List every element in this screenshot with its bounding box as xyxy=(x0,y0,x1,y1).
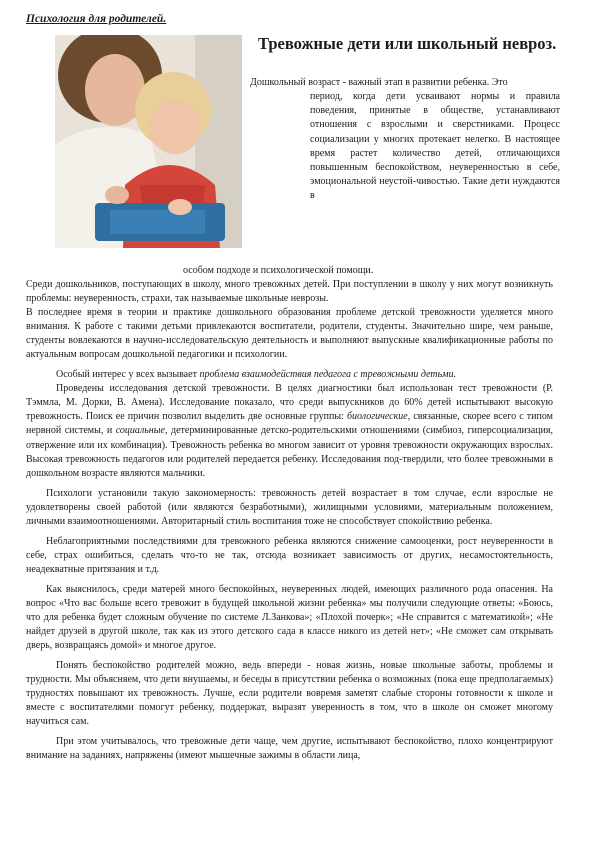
article-body xyxy=(26,278,553,764)
photo-illustration xyxy=(55,35,242,248)
paragraph-4 xyxy=(26,382,553,480)
article-title: Тревожные дети или школьный невроз. xyxy=(258,34,557,53)
paragraph-9: При этом учитывалось, что тревожные дети чаще, чем другие, испытывают беспокойство, плохо концентрируют внимание на заданиях, напряжены (имеют мышечные зажимы в области лица, xyxy=(26,736,553,762)
paragraph-4-text-c: детерминированные детско-родительскими отношениями (симбиоз, гиперсоциализация, отвержение или их комбинация). Тревожность ребенка во многом зависит от уровня тревожности окружающих взрослых. Высокая тревожность педагогов или родителей передается ребенку. Исследования под-твердили, что более тревожными в дошкольном возрасте являются мальчики. xyxy=(26,425,553,479)
paragraph-4-emphasis-social: социальные, xyxy=(115,425,168,437)
paragraph-3 xyxy=(26,368,553,382)
mother-child-photo xyxy=(55,35,242,248)
paragraph-5: Психологи установили такую закономерность: тревожность детей возрастает в том случае, если взрослые не удовлетворены своей работой (или являются безработными), жилищными условиями, материальным положением, личными взаимоотношениями. Авторитарный стиль воспитания тоже не способствует спокойствию ребенка. xyxy=(26,487,553,527)
paragraph-4-emphasis-biological: биологические, xyxy=(346,411,411,423)
intro-column-text: период, когда дети усваивают нормы и правила поведения, принятые в обществе, устанавливают отношения с взрослыми и сверстниками. Процесс социализации у многих протекает нелегко. В настоящее время растет количество детей, отличающихся повышенным беспокойством, неуверенностью в себе, эмоциональной неустой-чивостью. Такие дети нуждаются в xyxy=(310,91,560,202)
paragraph-7: Как выяснилось, среди матерей много беспокойных, неуверенных людей, имеющих различного рода опасения. На вопрос «Что вас больше всего тревожит в будущей школьной жизни ребенка» мы получили следующие ответы: «Боюсь, что для ребенка будет сложным обучение по системе Л.Занкова»; «Плохой почерк»; «Не справится с математикой»; «Не найдет друзей в другой школе, так как из этого детского сада в классе никого из детей нет»; «Не сможет сам открывать дверь, возвращаясь домой» и многое другое. xyxy=(26,583,553,652)
intro-last-line: особом подходе и психологической помощи. xyxy=(183,265,374,276)
paragraph-3-text: Особый интерес у всех вызывает xyxy=(56,369,200,381)
paragraph-6: Неблагоприятными последствиями для тревожного ребенка являются снижение самооценки, рост неуверенности в себе, страх ошибиться, сделать что-то не так, отсюда возникает зависимость от других, несамостоятельность, неадекватные притязания и т.д. xyxy=(26,535,553,575)
running-header: Психология для родителей. xyxy=(26,13,167,25)
paragraph-3-emphasis: проблема взаимодействия педагога с тревожными детьми. xyxy=(199,369,457,381)
paragraph-4-text-b: связанные, скорее всего с типом нервной системы, и xyxy=(26,411,553,437)
paragraph-1: Среди дошкольников, поступающих в школу, много тревожных детей. При поступлении в школу у них могут возникнуть проблемы: неуверенность, страхи, так называемые школьные неврозы. xyxy=(26,279,553,305)
paragraph-2: В последнее время в теории и практике дошкольного образования проблеме детской тревожности уделяется много внимания. К работе с такими детьми привлекаются воспитатели, родители, студенты. Значительно шире, чем раньше, студенты вовлекаются в научно-исследовательскую деятельность и выполняют выпускные квалификационные работы по актуальным вопросам дошкольной педагогики и психологии. xyxy=(26,307,553,361)
intro-first-line: Дошкольный возраст - важный этап в развитии ребенка. Это xyxy=(250,77,508,88)
paragraph-4-text-a: Проведены исследования детской тревожности. В целях диагностики был использован тест тревожности (Р. Тэммла, М. Дорки, В. Амена). Исследование показало, что среди выпускников до 60% детей испытывают высокую тревожность. Поиск ее причин позволил выделить две основные группы: xyxy=(26,383,553,423)
paragraph-8: Понять беспокойство родителей можно, ведь впереди - новая жизнь, новые школьные заботы, проблемы и трудности. Мы объясняем, что дети внушаемы, и беседы в присутствии ребенка о возможных (пока еще предполагаемых) трудностях повышают их тревожность. Лучше, если родители вовремя заметят слабые стороны готовности к школе и вместе с воспитателями помогут ребенку, поддержат, выразят уверенность в том, что в школе он сможет многому научиться сам. xyxy=(26,660,553,728)
